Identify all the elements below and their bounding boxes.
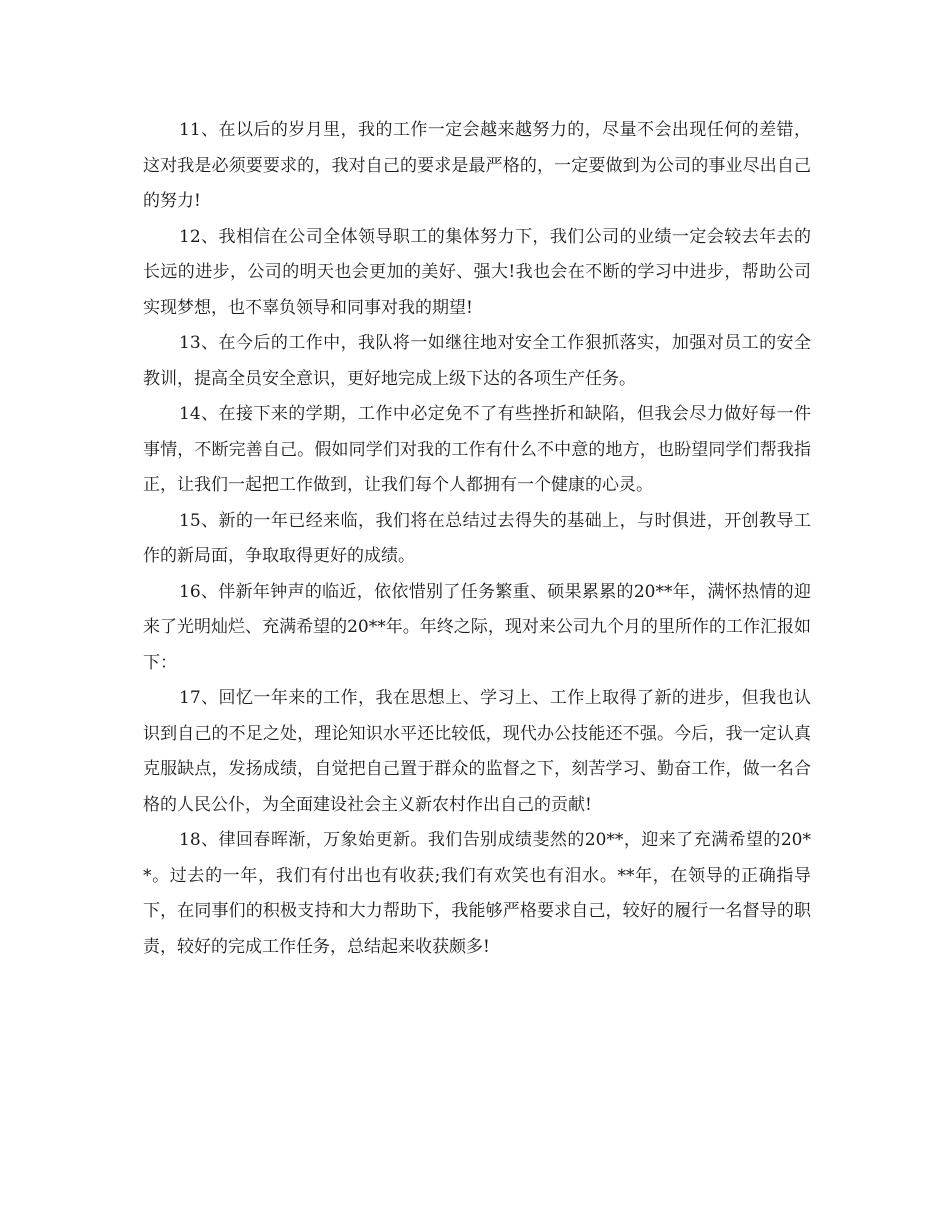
paragraph-13: 13、在今后的工作中，我队将一如继往地对安全工作狠抓落实，加强对员工的安全教训，提高全员安全意识，更好地完成上级下达的各项生产任务。 [143, 333, 811, 389]
paragraph-15: 15、新的一年已经来临，我们将在总结过去得失的基础上，与时俱进，开创教导工作的新局面，争取取得更好的成绩。 [143, 510, 811, 566]
document-body [143, 113, 811, 965]
paragraph-12: 12、我相信在公司全体领导职工的集体努力下，我们公司的业绩一定会较去年去的长远的进步，公司的明天也会更加的美好、强大!我也会在不断的学习中进步，帮助公司实现梦想，也不辜负领导和同事对我的期望! [143, 226, 811, 318]
paragraph-18: 18、律回春晖渐，万象始更新。我们告别成绩斐然的20**，迎来了充满希望的20**。过去的一年，我们有付出也有收获;我们有欢笑也有泪水。**年，在领导的正确指导下，在同事们的积极支持和大力帮助下，我能够严格要求自己，较好的履行一名督导的职责，较好的完成工作任务，总结起来收获颇多! [143, 830, 811, 957]
paragraph-14: 14、在接下来的学期，工作中必定免不了有些挫折和缺陷，但我会尽力做好每一件事情，不断完善自己。假如同学们对我的工作有什么不中意的地方，也盼望同学们帮我指正，让我们一起把工作做到，让我们每个人都拥有一个健康的心灵。 [143, 404, 811, 495]
paragraph-16: 16、伴新年钟声的临近，依依惜别了任务繁重、硕果累累的20**年，满怀热情的迎来了光明灿烂、充满希望的20**年。年终之际，现对来公司九个月的里所作的工作汇报如下： [143, 581, 811, 673]
paragraph-17: 17、回忆一年来的工作，我在思想上、学习上、工作上取得了新的进步，但我也认识到自己的不足之处，理论知识水平还比较低，现代办公技能还不强。今后，我一定认真克服缺点，发扬成绩，自觉把自己置于群众的监督之下，刻苦学习、勤奋工作，做一名合格的人民公仆，为全面建设社会主义新农村作出自己的贡献! [143, 688, 811, 815]
paragraph-11: 11、在以后的岁月里，我的工作一定会越来越努力的，尽量不会出现任何的差错，这对我是必须要要求的，我对自己的要求是最严格的，一定要做到为公司的事业尽出自己的努力! [143, 120, 811, 211]
